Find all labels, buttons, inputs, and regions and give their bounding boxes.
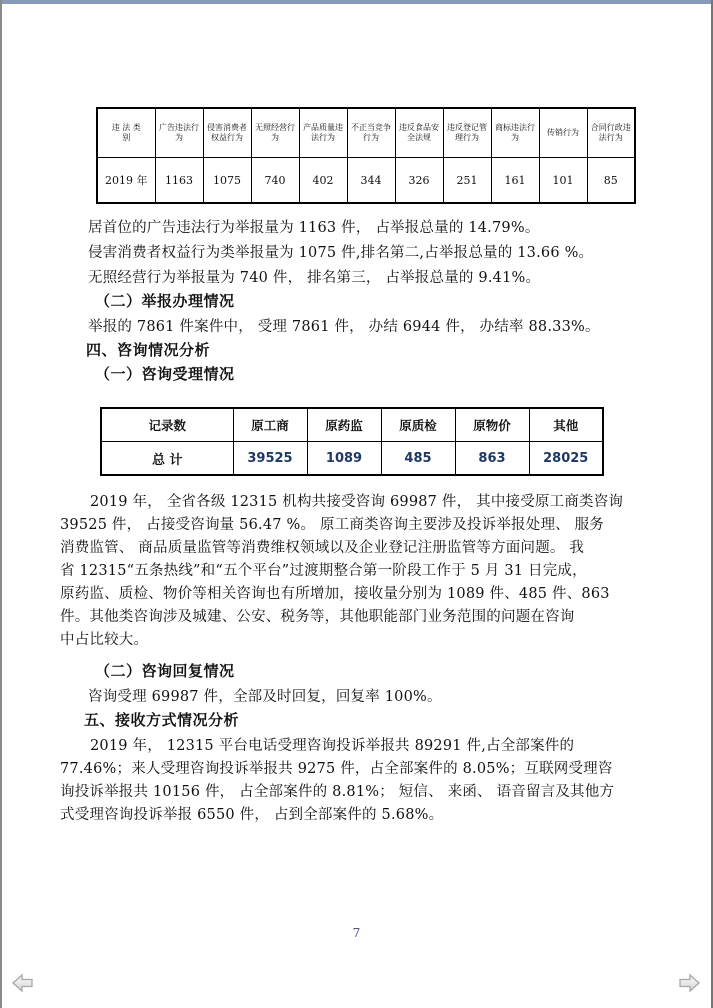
arrow-left-icon <box>11 983 35 998</box>
receive-para-line: 询投诉举报共 10156 件， 占全部案件的 8.81%； 短信、 来函、 语音留言及其他方 <box>60 784 615 800</box>
data-cell: 251 <box>443 158 491 204</box>
data-cell: 39525 <box>233 442 307 476</box>
page-left-border <box>0 0 2 1008</box>
report-rank1-line: 居首位的广告违法行为举报量为 1163 件， 占举报总量的 14.79%。 <box>88 220 540 236</box>
heading-consult-accept: （一）咨询受理情况 <box>95 365 235 383</box>
consult-para-line: 消费监管、 商品质量监管等消费维权领域以及企业登记注册监管等方面问题。 我 <box>60 540 585 556</box>
header-cell: 记录数 <box>101 408 233 442</box>
header-cell: 商标违法行为 <box>491 108 539 158</box>
data-cell: 85 <box>587 158 635 204</box>
data-cell: 1163 <box>155 158 203 204</box>
arrow-right-icon <box>677 983 701 998</box>
data-cell: 2019 年 <box>97 158 155 204</box>
header-cell: 传销行为 <box>539 108 587 158</box>
header-cell: 原质检 <box>381 408 455 442</box>
header-cell: 其他 <box>529 408 603 442</box>
data-cell: 101 <box>539 158 587 204</box>
window-top-bar <box>0 0 713 4</box>
consult-para-line: 2019 年， 全省各级 12315 机构共接受咨询 69987 件， 其中接受原工商类咨询 <box>90 494 624 510</box>
data-cell: 1089 <box>307 442 381 476</box>
heading-consult-reply: （二）咨询回复情况 <box>95 662 235 680</box>
consult-para-line: 原药监、质检、物价等相关咨询也有所增加，接收量分别为 1089 件、485 件、863 <box>60 586 610 602</box>
header-cell: 违反食品安全法规 <box>395 108 443 158</box>
page-number: 7 <box>352 926 361 940</box>
data-cell: 485 <box>381 442 455 476</box>
report-rank2-line: 侵害消费者权益行为类举报量为 1075 件,排名第二,占举报总量的 13.66 %。 <box>88 245 594 261</box>
heading-section-five: 五、接收方式情况分析 <box>84 711 240 729</box>
data-cell: 326 <box>395 158 443 204</box>
report-handling-line: 举报的 7861 件案件中， 受理 7861 件， 办结 6944 件， 办结率 88.33%。 <box>88 319 600 335</box>
header-cell: 违 法 类 别 <box>97 108 155 158</box>
data-cell: 161 <box>491 158 539 204</box>
violation-category-table <box>96 107 636 204</box>
header-cell: 原药监 <box>307 408 381 442</box>
data-cell: 28025 <box>529 442 603 476</box>
header-cell: 原物价 <box>455 408 529 442</box>
header-cell: 广告违法行为 <box>155 108 203 158</box>
data-cell: 402 <box>299 158 347 204</box>
header-cell: 不正当竞争行为 <box>347 108 395 158</box>
data-cell: 344 <box>347 158 395 204</box>
header-cell: 合同行政违法行为 <box>587 108 635 158</box>
header-cell: 原工商 <box>233 408 307 442</box>
receive-para-line: 式受理咨询投诉举报 6550 件， 占到全部案件的 5.68%。 <box>60 807 444 823</box>
consult-para-line: 省 12315“五条热线”和“五个平台”过渡期整合第一阶段工作于 5 月 31 日完成， <box>60 563 587 579</box>
report-rank3-line: 无照经营行为举报量为 740 件， 排名第三， 占举报总量的 9.41%。 <box>88 270 541 286</box>
header-cell: 侵害消费者权益行为 <box>203 108 251 158</box>
consult-record-table <box>100 407 604 476</box>
next-page-button[interactable] <box>676 971 702 997</box>
violation-table-data-row <box>97 158 635 204</box>
receive-para-line: 2019 年， 12315 平台电话受理咨询投诉举报共 89291 件,占全部案件的 <box>90 738 575 754</box>
heading-report-handling: （二）举报办理情况 <box>95 292 235 310</box>
violation-table-header-row <box>97 108 635 158</box>
consult-reply-line: 咨询受理 69987 件，全部及时回复，回复率 100%。 <box>88 689 442 705</box>
consult-para-line: 件。其他类咨询涉及城建、公安、税务等，其他职能部门业务范围的问题在咨询 <box>60 609 575 625</box>
consult-table-data-row <box>101 442 603 476</box>
header-cell: 违反登记管理行为 <box>443 108 491 158</box>
consult-table-header-row <box>101 408 603 442</box>
consult-para-line: 39525 件， 占接受咨询量 56.47 %。 原工商类咨询主要涉及投诉举报处理、 服务 <box>60 517 605 533</box>
receive-para-line: 77.46%；来人受理咨询投诉举报共 9275 件，占全部案件的 8.05%；互联网受理咨 <box>60 761 613 777</box>
header-cell: 无照经营行为 <box>251 108 299 158</box>
data-cell-total-label: 总 计 <box>101 442 233 476</box>
data-cell: 740 <box>251 158 299 204</box>
header-cell: 产品质量违法行为 <box>299 108 347 158</box>
data-cell: 863 <box>455 442 529 476</box>
previous-page-button[interactable] <box>10 971 36 997</box>
heading-section-four: 四、咨询情况分析 <box>86 341 211 359</box>
data-cell: 1075 <box>203 158 251 204</box>
consult-para-line: 中占比较大。 <box>60 632 149 648</box>
